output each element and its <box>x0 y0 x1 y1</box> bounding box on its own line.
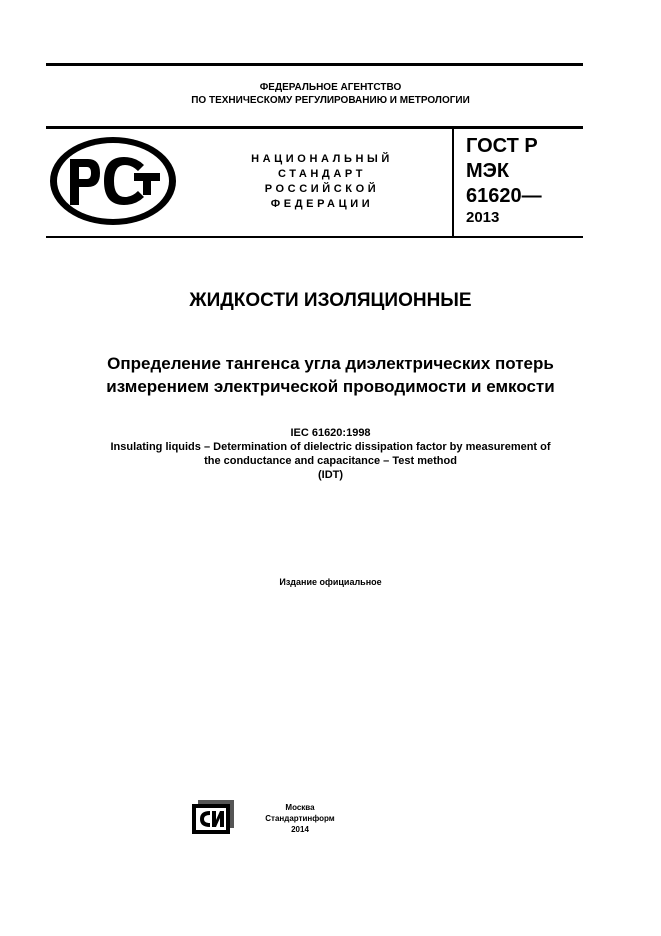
document-title: ЖИДКОСТИ ИЗОЛЯЦИОННЫЕ <box>189 290 472 311</box>
standartinform-logo <box>192 800 234 834</box>
iec-title-line-2: the conductance and capacitance – Test method <box>204 455 457 467</box>
national-line-3: РОССИЙСКОЙ <box>264 183 380 195</box>
agency-line-1: ФЕДЕРАЛЬНОЕ АГЕНТСТВО <box>259 82 402 93</box>
gost-r-logo <box>48 135 178 227</box>
bottom-header-rule <box>46 236 583 238</box>
code-line-2: МЭК <box>466 160 510 182</box>
header-rule <box>46 126 583 129</box>
publisher-year: 2014 <box>291 825 309 834</box>
subtitle-line-2: измерением электрической проводимости и емкости <box>106 377 555 396</box>
national-line-1: НАЦИОНАЛЬНЫЙ <box>251 153 393 165</box>
agency-line-2: ПО ТЕХНИЧЕСКОМУ РЕГУЛИРОВАНИЮ И МЕТРОЛОГИИ <box>191 95 470 106</box>
top-rule <box>46 63 583 66</box>
iec-ref: IEC 61620:1998 <box>290 427 371 439</box>
publisher-name: Стандартинформ <box>265 814 335 823</box>
publisher-city: Москва <box>285 803 315 812</box>
standard-code <box>466 134 581 226</box>
iec-title-line-1: Insulating liquids – Determination of dielectric dissipation factor by measurement of <box>110 441 551 453</box>
code-line-3: 61620— <box>466 185 542 207</box>
official-edition: Издание официальное <box>279 577 382 587</box>
iec-reference <box>20 426 641 482</box>
subtitle-line-1: Определение тангенса угла диэлектрических потерь <box>107 354 554 373</box>
publisher-info <box>250 802 350 835</box>
document-subtitle <box>20 352 641 398</box>
code-year: 2013 <box>466 209 500 226</box>
national-line-2: СТАНДАРТ <box>277 168 367 180</box>
code-line-1: ГОСТ Р <box>466 135 538 157</box>
national-standard-label <box>222 152 422 212</box>
national-line-4: ФЕДЕРАЦИИ <box>270 198 374 210</box>
code-separator <box>452 129 454 236</box>
iec-idt: (IDT) <box>317 469 344 481</box>
